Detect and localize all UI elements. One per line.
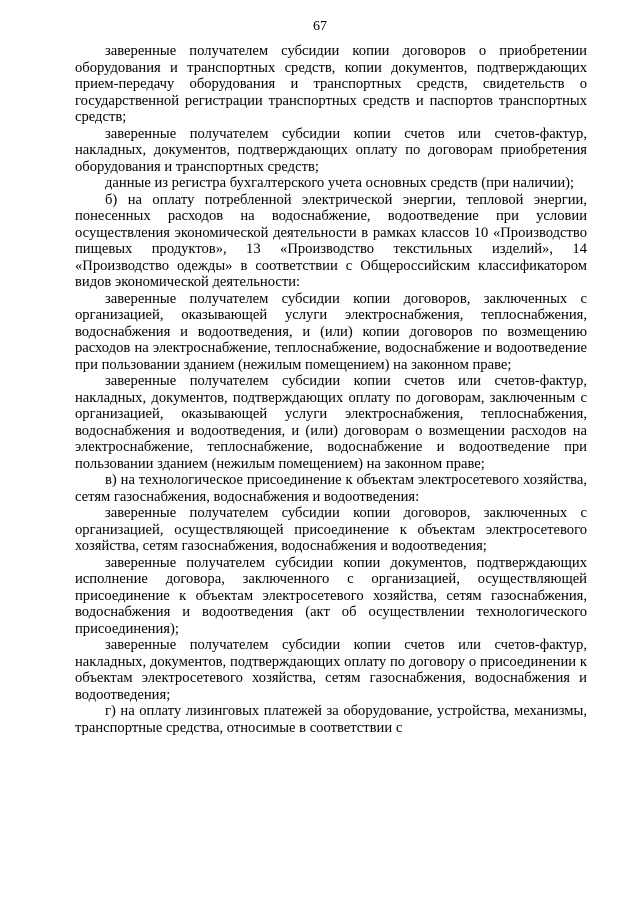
paragraph: в) на технологическое присоединение к объектам электросетевого хозяйства, сетям газоснабжения, водоснабжения и водоотведения: <box>75 472 587 505</box>
paragraph: заверенные получателем субсидии копии договоров, заключенных с организацией, оказывающей услуги электроснабжения, теплоснабжения, водоснабжения и водоотведения, и (или) копии договоров по возмещению расходов на электроснабжение, теплоснабжение, водоснабжение и водоотведение при пользовании зданием (нежилым помещением) на законном праве; <box>75 290 587 373</box>
paragraph: заверенные получателем субсидии копии договоров о приобретении оборудования и транспортных средств, копии документов, подтверждающих прием-передачу оборудования и транспортных средств, свидетельств о государственной регистрации транспортных средств и паспортов транспортных средств; <box>75 43 587 125</box>
paragraph: данные из регистра бухгалтерского учета основных средств (при наличии); <box>105 175 575 191</box>
paragraph: заверенные получателем субсидии копии договоров, заключенных с организацией, осуществляющей присоединение к объектам электросетевого хозяйства, сетям газоснабжения, водоснабжения и водоотведения; <box>75 505 587 554</box>
paragraph: г) на оплату лизинговых платежей за оборудование, устройства, механизмы, транспортные средства, относимые в соответствии с <box>75 703 587 736</box>
paragraph: б) на оплату потребленной электрической энергии, тепловой энергии, понесенных расходов на водоснабжение, водоотведение при условии осуществления экономической деятельности в рамках классов 10 «Производство пищевых продуктов», 13 «Производство текстильных изделий», 14 «Производство одежды» в соответствии с Общероссийским классификатором видов экономической деятельности: <box>75 191 587 290</box>
paragraph: заверенные получателем субсидии копии счетов или счетов-фактур, накладных, документов, подтверждающих оплату по договору о присоединении к объектам электросетевого хозяйства, сетям газоснабжения, водоснабжения и водоотведения; <box>75 637 587 703</box>
paragraph: заверенные получателем субсидии копии документов, подтверждающих исполнение договора, заключенного с организацией, осуществляющей присоединение к объектам электросетевого хозяйства, сетям газоснабжения, водоснабжения и водоотведения (акт об осуществлении технологического присоединения); <box>75 554 587 637</box>
paragraph: заверенные получателем субсидии копии счетов или счетов-фактур, накладных, документов, подтверждающих оплату по договорам приобретения оборудования и транспортных средств; <box>75 125 587 175</box>
page-number: 67 <box>313 19 327 34</box>
paragraph: заверенные получателем субсидии копии счетов или счетов-фактур, накладных, документов, подтверждающих оплату по договорам, заключенным с организацией, оказывающей услуги электроснабжения, теплоснабжения, водоснабжения и водоотведения, и (или) договорам о возмещении расходов на электроснабжение, теплоснабжение, водоснабжение и водоотведение при пользовании зданием (нежилым помещением) на законном праве; <box>75 373 587 472</box>
body-text <box>75 43 587 736</box>
